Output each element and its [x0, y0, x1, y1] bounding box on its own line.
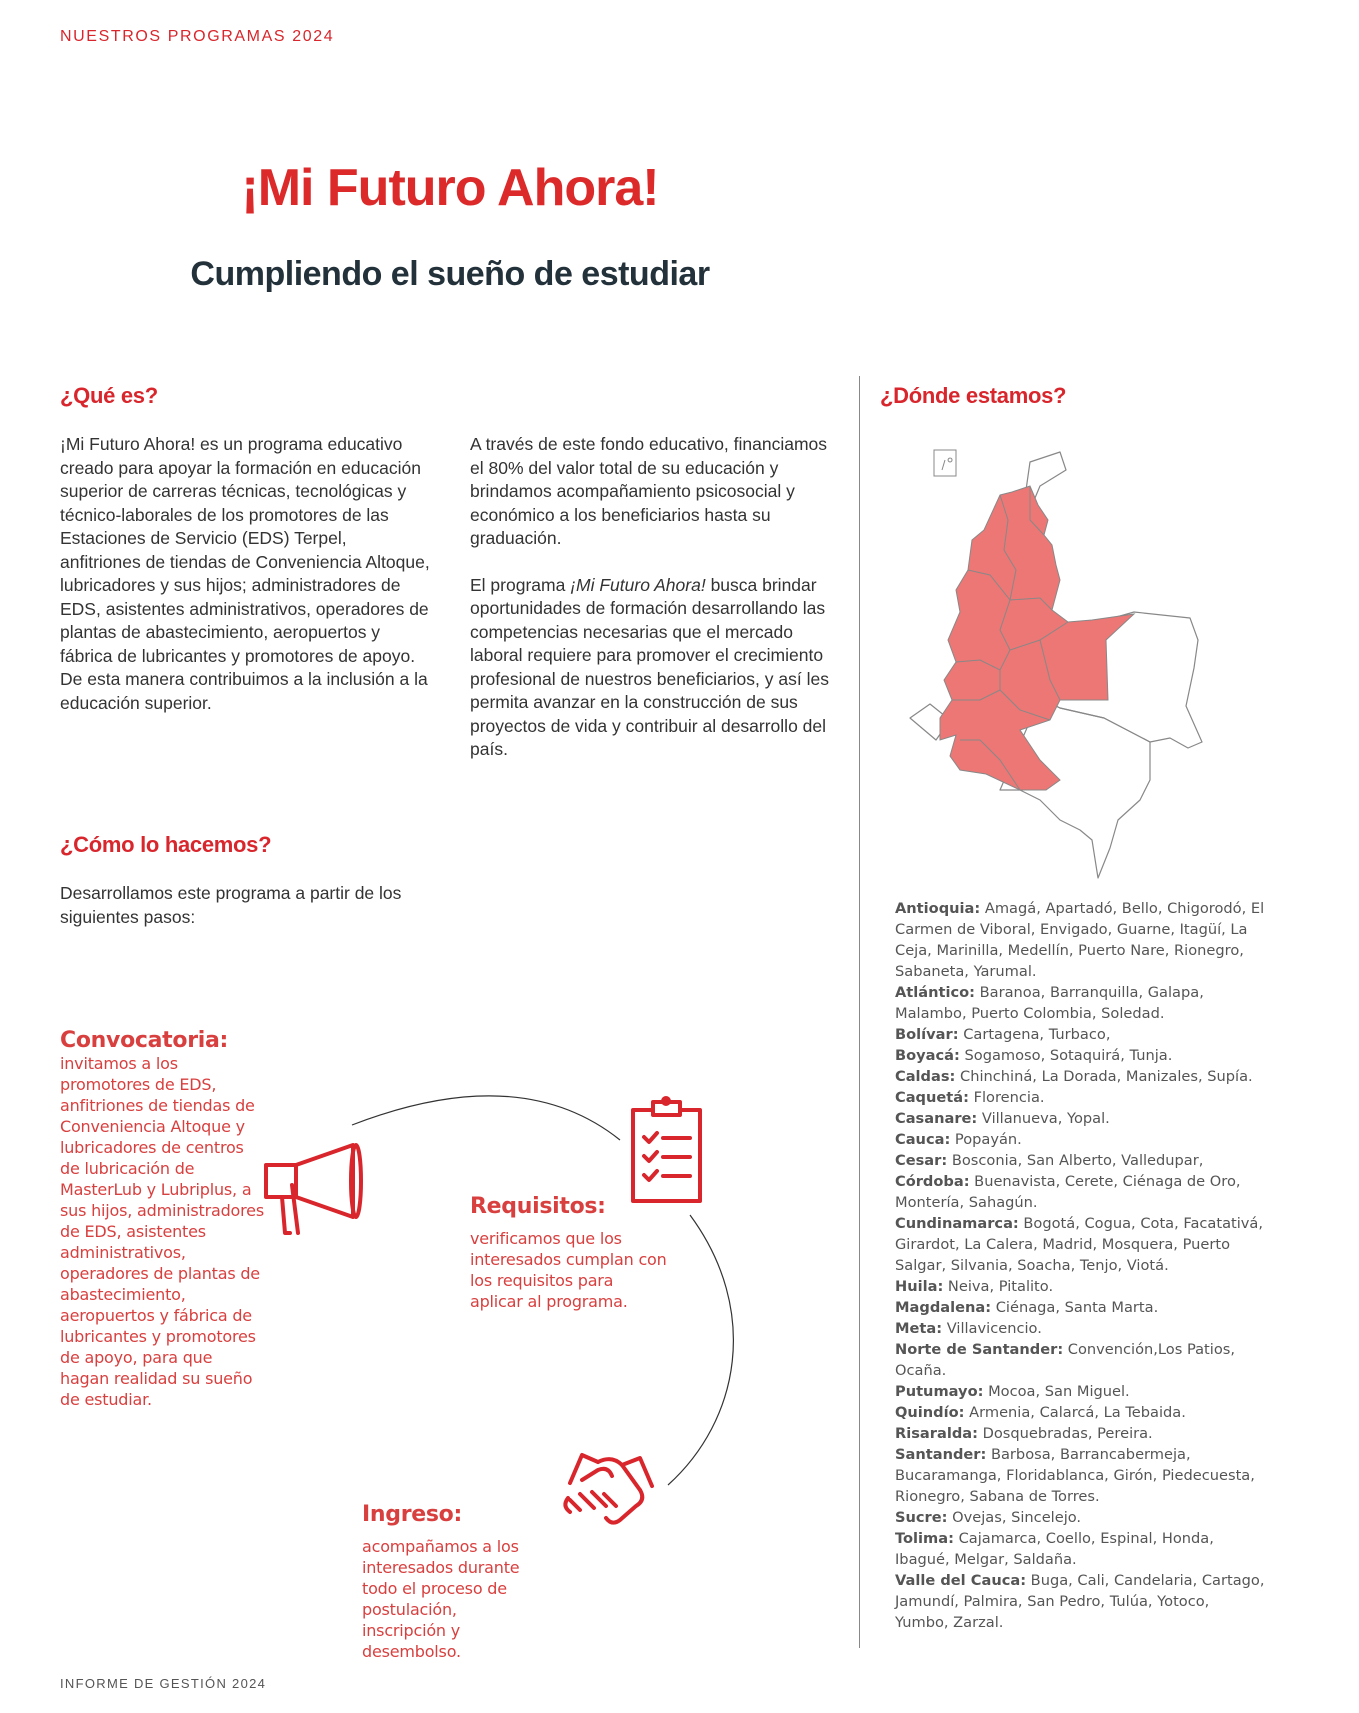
department-cities: Sogamoso, Sotaquirá, Tunja. — [959, 1047, 1173, 1064]
department-name: Antioquia: — [895, 900, 981, 917]
department-cities: Mocoa, San Miguel. — [983, 1383, 1130, 1400]
department-name: Atlántico: — [895, 984, 976, 1001]
department-name: Santander: — [895, 1446, 987, 1463]
location-entry — [895, 1507, 1267, 1528]
step-ingreso-title: Ingreso: — [362, 1502, 462, 1527]
department-name: Casanare: — [895, 1110, 978, 1127]
department-cities: Neiva, Pitalito. — [943, 1278, 1054, 1295]
department-name: Putumayo: — [895, 1383, 984, 1400]
department-cities: Baranoa, Barranquilla, Galapa, Malambo, Puerto Colombia, Soledad. — [895, 984, 1204, 1022]
location-entry — [895, 1339, 1267, 1381]
handshake-icon — [565, 1455, 652, 1523]
page-footer: INFORME DE GESTIÓN 2024 — [60, 1676, 267, 1691]
department-name: Sucre: — [895, 1509, 948, 1526]
department-cities: Bogotá, Cogua, Cota, Facatativá, Girardot, La Calera, Madrid, Mosquera, Puerto Salgar, Silvania, Soacha, Tenjo, Viotá. — [895, 1215, 1264, 1274]
donde-heading: ¿Dónde estamos? — [880, 383, 1067, 408]
department-name: Meta: — [895, 1320, 943, 1337]
location-entry — [895, 898, 1267, 982]
column-divider — [859, 376, 860, 1648]
location-entry — [895, 1066, 1267, 1087]
department-cities: Bosconia, San Alberto, Valledupar, — [947, 1152, 1204, 1169]
step-requisitos-title: Requisitos: — [470, 1194, 606, 1219]
que-es-paragraph-1: ¡Mi Futuro Ahora! es un programa educativo creado para apoyar la formación en educación superior de carreras técnicas, tecnológicas y técnico-laborales de los promotores de las Estaciones de Servicio (EDS) Terpel, anfitriones de tiendas de Conveniencia Altoque, lubricadores y sus hijos; administradores de EDS, asistentes administrativos, operadores de plantas de abastecimiento, aeropuertos y fábrica de lubricantes y promotores de apoyo. De esta manera contribuimos a la inclusión a la educación superior. — [60, 434, 430, 713]
department-name: Magdalena: — [895, 1299, 992, 1316]
department-cities: Cartagena, Turbaco, — [958, 1026, 1111, 1043]
department-name: Bolívar: — [895, 1026, 959, 1043]
department-name: Huila: — [895, 1278, 944, 1295]
page-title: ¡Mi Futuro Ahora! — [241, 159, 659, 217]
department-cities: Barbosa, Barrancabermeja, Bucaramanga, Floridablanca, Girón, Piedecuesta, Rionegro, Sabana de Torres. — [895, 1446, 1255, 1505]
section-header: NUESTROS PROGRAMAS 2024 — [60, 28, 335, 45]
location-entry — [895, 1108, 1267, 1129]
department-name: Cesar: — [895, 1152, 948, 1169]
location-entry — [895, 1318, 1267, 1339]
como-intro: Desarrollamos este programa a partir de los siguientes pasos: — [60, 883, 402, 927]
location-entry — [895, 1045, 1267, 1066]
department-cities: Popayán. — [950, 1131, 1022, 1148]
que-es-heading: ¿Qué es? — [60, 383, 158, 408]
department-cities: Buga, Cali, Candelaria, Cartago, Jamundí, Palmira, San Pedro, Tulúa, Yotoco, Yumbo, Zarzal. — [895, 1572, 1265, 1631]
department-name: Boyacá: — [895, 1047, 960, 1064]
location-entry — [895, 1402, 1267, 1423]
location-entry — [895, 1213, 1267, 1276]
paragraph-text: El programa — [470, 574, 571, 595]
location-entry — [895, 1150, 1267, 1171]
department-name: Quindío: — [895, 1404, 965, 1421]
department-cities: Chinchiná, La Dorada, Manizales, Supía. — [955, 1068, 1253, 1085]
megaphone-icon — [266, 1145, 361, 1233]
colombia-map — [900, 440, 1230, 880]
department-cities: Florencia. — [968, 1089, 1045, 1106]
step-convocatoria-title: Convocatoria: — [60, 1028, 229, 1053]
step-convocatoria-text: invitamos a los promotores de EDS, anfitriones de tiendas de Conveniencia Altoque y lubricadores de centros de lubricación de MasterLub y Lubriplus, a sus hijos, administradores de EDS, asistentes administrativos, operadores de plantas de abastecimiento, aeropuertos y fábrica de lubricantes y promotores de apoyo, para que hagan realidad su sueño de estudiar. — [60, 1054, 264, 1409]
department-cities: Villanueva, Yopal. — [977, 1110, 1110, 1127]
department-name: Tolima: — [895, 1530, 954, 1547]
location-entry — [895, 1297, 1267, 1318]
clipboard-checklist-icon — [633, 1098, 700, 1201]
department-cities: Cajamarca, Coello, Espinal, Honda, Ibagué, Melgar, Saldaña. — [895, 1530, 1214, 1568]
department-name: Cundinamarca: — [895, 1215, 1019, 1232]
location-entry — [895, 982, 1267, 1024]
department-cities: Ovejas, Sincelejo. — [947, 1509, 1082, 1526]
department-name: Cauca: — [895, 1131, 951, 1148]
department-cities: Dosquebradas, Pereira. — [977, 1425, 1153, 1442]
location-entry — [895, 1024, 1267, 1045]
location-entry — [895, 1444, 1267, 1507]
que-es-column-2 — [470, 433, 845, 785]
location-entry — [895, 1381, 1267, 1402]
location-entry — [895, 1276, 1267, 1297]
department-name: Risaralda: — [895, 1425, 978, 1442]
page-subtitle: Cumpliendo el sueño de estudiar — [190, 255, 710, 293]
step-requisitos-text: verificamos que los interesados cumplan con los requisitos para aplicar al programa. — [470, 1229, 667, 1311]
location-entry — [895, 1129, 1267, 1150]
department-name: Córdoba: — [895, 1173, 970, 1190]
process-arc-right — [668, 1215, 733, 1485]
como-heading: ¿Cómo lo hacemos? — [60, 832, 272, 857]
paragraph-text: busca brindar oportunidades de formación desarrollando las competencias necesarias que el mercado laboral requiere para promover el crecimiento profesional de nuestros beneficiarios, y así les permita avanzar en la construcción de sus proyectos de vida y contribuir al desarrollo del país. — [470, 574, 829, 759]
que-es-paragraph-3 — [470, 574, 845, 762]
step-ingreso-text: acompañamos a los interesados durante todo el proceso de postulación, inscripción y desembolso. — [362, 1537, 520, 1661]
department-name: Norte de Santander: — [895, 1341, 1064, 1358]
location-entry — [895, 1570, 1267, 1633]
department-cities: Armenia, Calarcá, La Tebaida. — [964, 1404, 1186, 1421]
department-name: Caldas: — [895, 1068, 956, 1085]
department-name: Valle del Cauca: — [895, 1572, 1027, 1589]
que-es-paragraph-2: A través de este fondo educativo, financiamos el 80% del valor total de su educación y brindamos acompañamiento psicosocial y económico a los beneficiarios hasta su graduación. — [470, 434, 828, 548]
location-entry — [895, 1528, 1267, 1570]
department-cities: Buenavista, Cerete, Ciénaga de Oro, Montería, Sahagún. — [895, 1173, 1241, 1211]
location-entry — [895, 1087, 1267, 1108]
location-entry — [895, 1423, 1267, 1444]
program-name-emphasis: ¡Mi Futuro Ahora! — [570, 574, 706, 595]
location-entry — [895, 1171, 1267, 1213]
map-highlight-region — [940, 486, 1134, 790]
department-name: Caquetá: — [895, 1089, 969, 1106]
map-islands-inset — [934, 450, 956, 476]
que-es-column-1 — [60, 433, 430, 738]
locations-list — [895, 898, 1267, 1633]
process-arc-top — [352, 1096, 620, 1140]
department-cities: Villavicencio. — [942, 1320, 1042, 1337]
department-cities: Convención,Los Patios, Ocaña. — [895, 1341, 1236, 1379]
department-cities: Ciénaga, Santa Marta. — [991, 1299, 1159, 1316]
department-cities: Amagá, Apartadó, Bello, Chigorodó, El Carmen de Viboral, Envigado, Guarne, Itagüí, La Ceja, Marinilla, Medellín, Puerto Nare, Rionegro, Sabaneta, Yarumal. — [895, 900, 1265, 980]
